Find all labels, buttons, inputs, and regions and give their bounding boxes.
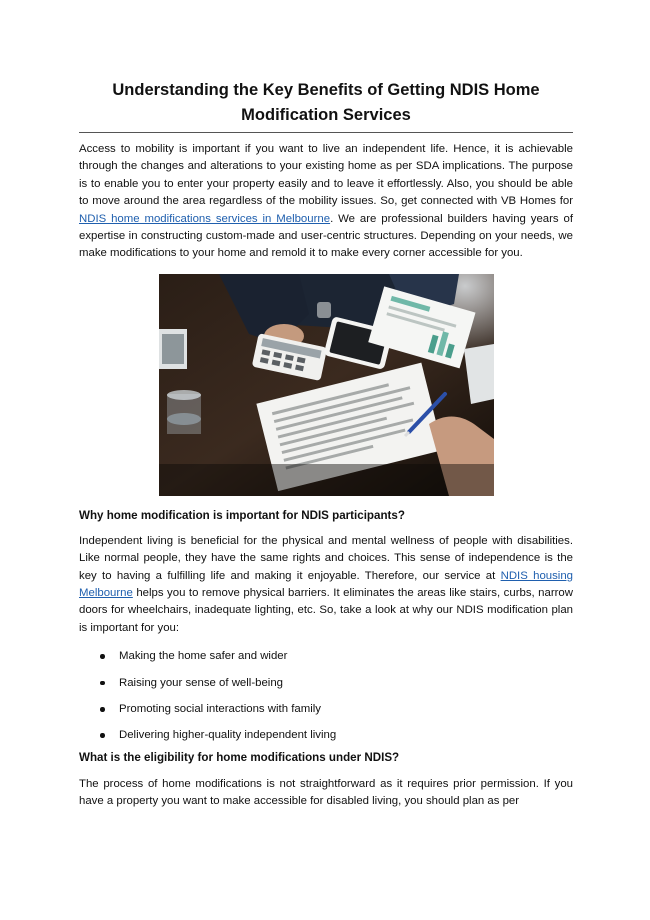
eligibility-paragraph: The process of home modifications is not straightforward as it requires prior permission. If you have a property you want to make accessible for disabled living, you should plan as per [79,777,573,808]
bullet-icon [100,707,105,712]
title-line-1: Understanding the Key Benefits of Getting NDIS Home [112,81,540,99]
intro-text-after: . We are professional builders having years of expertise in constructing custom-made and user-centric structures. Depending on your needs, we make modifications to your home and remold it to make every corner accessible for you. [79,212,574,260]
title-line-2: Modification Services [241,106,411,124]
title-rule [79,132,573,133]
ndis-home-modifications-link[interactable]: NDIS home modifications services in Melbourne [79,212,331,225]
list-item [79,702,573,728]
list-item-text: Promoting social interactions with family [119,703,321,716]
benefits-list [79,649,573,755]
section-heading-importance: Why home modification is important for NDIS participants? [79,508,405,522]
list-item-text: Raising your sense of well-being [119,676,283,689]
document-title [79,78,573,128]
list-item [79,728,573,754]
importance-text-after: helps you to remove physical barriers. It eliminates the areas like stairs, curbs, narrow doors for wheelchairs, inadequate lighting, etc. So, take a look at why our NDIS modification plan is important for you: [79,587,573,634]
list-item-text: Delivering higher-quality independent living [119,729,337,742]
hero-image [159,274,494,496]
section-heading-eligibility: What is the eligibility for home modifications under NDIS? [79,750,400,764]
document-page [79,78,573,811]
intro-paragraph [79,141,573,263]
importance-paragraph [79,533,573,637]
list-item [79,649,573,675]
bullet-icon [100,681,105,686]
list-item [79,676,573,702]
intro-text-before: Access to mobility is important if you want to live an independent life. Hence, it is achievable through the changes and alterations to your existing home as per SDA implications. The purpose is to enable you to enter your property easily and to leave it effortlessly. Also, you should be able to move around the area regardless of the mobility issues. So, get connected with VB Homes for [79,143,573,208]
list-item-text: Making the home safer and wider [119,650,288,663]
ndis-housing-melbourne-link[interactable]: NDIS housing Melbourne [79,569,574,600]
bullet-icon [100,654,105,659]
importance-text-before: Independent living is beneficial for the physical and mental wellness of people with disabilities. Like normal people, they have the same rights and choices. This sense of independence is the key to having a fulfilling life and making it enjoyable. Therefore, our service at [79,534,573,582]
bullet-icon [100,733,105,738]
